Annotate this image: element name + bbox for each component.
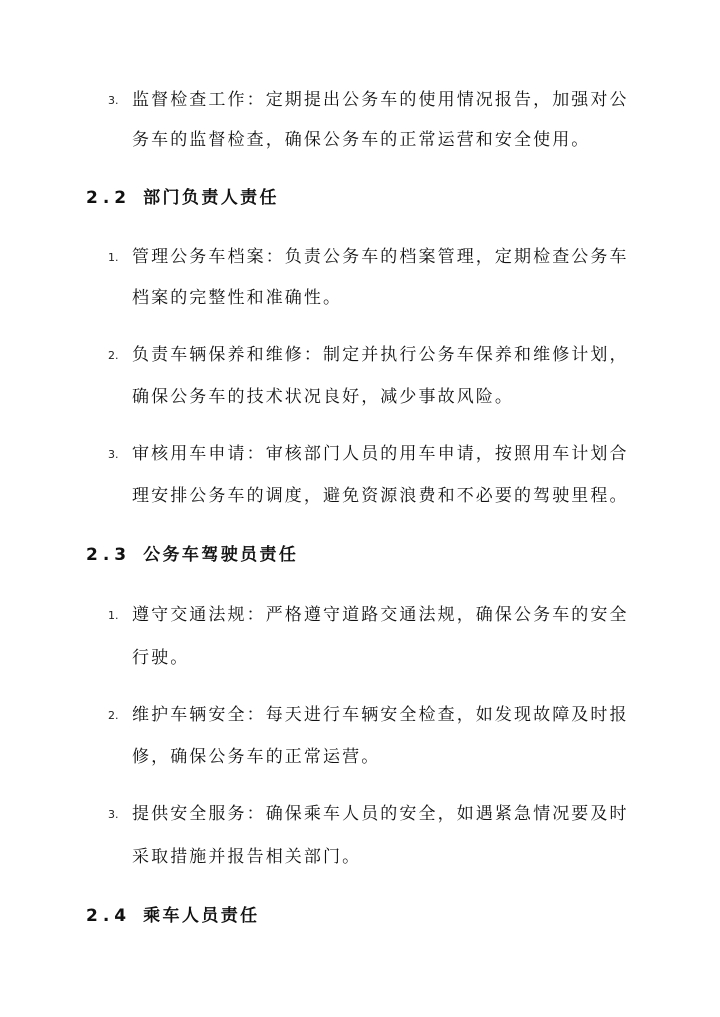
list-text-line: 行驶。 bbox=[132, 648, 190, 668]
section-heading bbox=[86, 187, 279, 209]
list-number: 3. bbox=[108, 808, 119, 821]
list-text-line: 负责车辆保养和维修：制定并执行公务车保养和维修计划， bbox=[132, 345, 629, 365]
list-text-line: 维护车辆安全：每天进行车辆安全检查，如发现故障及时报 bbox=[132, 705, 629, 725]
list-text-line: 提供安全服务：确保乘车人员的安全，如遇紧急情况要及时 bbox=[132, 804, 629, 824]
section-title: 乘车人员责任 bbox=[143, 906, 260, 926]
section-number: 2.4 bbox=[86, 906, 132, 926]
list-text-line: 审核用车申请：审核部门人员的用车申请，按照用车计划合 bbox=[132, 444, 629, 464]
list-text-line: 监督检查工作：定期提出公务车的使用情况报告，加强对公 bbox=[132, 90, 629, 110]
list-text-line: 务车的监督检查，确保公务车的正常运营和安全使用。 bbox=[132, 130, 591, 150]
list-number: 1. bbox=[108, 251, 119, 264]
list-number: 1. bbox=[108, 609, 119, 622]
list-number: 2. bbox=[108, 709, 119, 722]
list-text-line: 修，确保公务车的正常运营。 bbox=[132, 747, 381, 767]
section-title: 公务车驾驶员责任 bbox=[143, 545, 299, 565]
list-text-line: 采取措施并报告相关部门。 bbox=[132, 847, 362, 867]
list-number: 3. bbox=[108, 94, 119, 107]
list-number: 3. bbox=[108, 448, 119, 461]
list-text-line: 理安排公务车的调度，避免资源浪费和不必要的驾驶里程。 bbox=[132, 486, 629, 506]
section-number: 2.3 bbox=[86, 545, 132, 565]
list-text-line: 档案的完整性和准确性。 bbox=[132, 288, 343, 308]
section-heading bbox=[86, 905, 260, 927]
section-heading bbox=[86, 544, 298, 566]
list-text-line: 管理公务车档案：负责公务车的档案管理，定期检查公务车 bbox=[132, 247, 629, 267]
section-number: 2.2 bbox=[86, 188, 132, 208]
list-text-line: 确保公务车的技术状况良好，减少事故风险。 bbox=[132, 387, 514, 407]
section-title: 部门负责人责任 bbox=[143, 188, 279, 208]
list-text-line: 遵守交通法规：严格遵守道路交通法规，确保公务车的安全 bbox=[132, 605, 629, 625]
list-number: 2. bbox=[108, 349, 119, 362]
